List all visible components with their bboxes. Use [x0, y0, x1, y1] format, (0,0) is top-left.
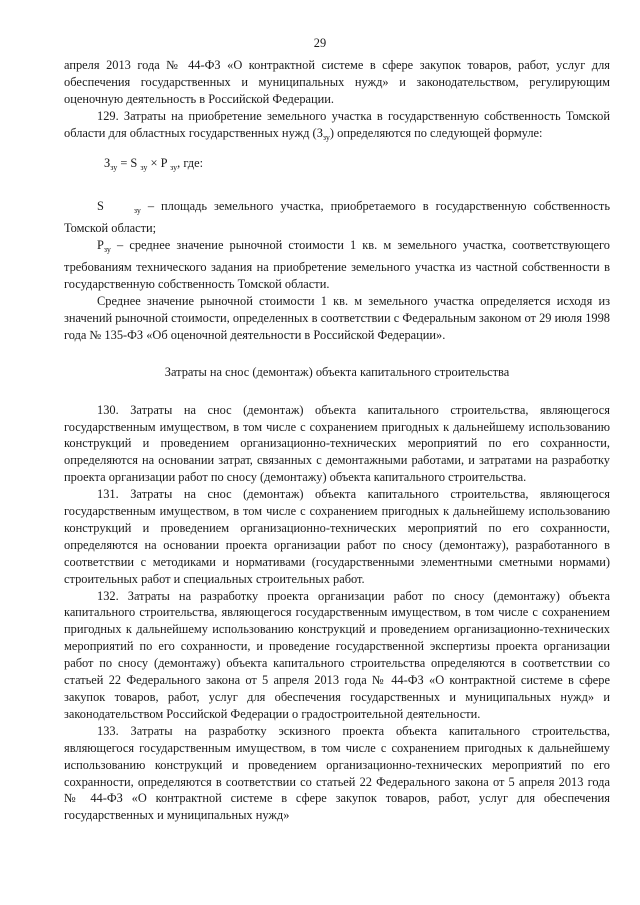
page-number: 29	[313, 36, 327, 50]
paragraph-132: 132. Затраты на разработку проекта организации работ по сносу (демонтажу) объекта капитального строительства, являющегося государственным имуществом, в том числе с сохранением пригодных к дальнейшему использованию конструкций и проведением организационно-технических мероприятий по его сохранности, и проведение государственной экспертизы проекта организации работ по сносу (демонтажу) объекта капитального строительства определяются в соответствии со статьей 22 Федерального закона от 5 апреля 2013 года № 44-ФЗ «О контрактной системе в сфере закупок товаров, работ, услуг для обеспечения государственных и муниципальных нужд» и законодательством Российской Федерации о градостроительной деятельности.	[64, 588, 610, 721]
paragraph-131: 131. Затраты на снос (демонтаж) объекта капитального строительства, являющегося государственным имуществом, в том числе с сохранением пригодных к дальнейшему использованию конструкций и проведением организационно-технических мероприятий по его сохранности, определяются на основании проекта организации работ по сносу (демонтажу), разработанного в соответствии с методиками и нормативами (государственными элементными сметными нормами) строительных работ и специальных строительных работ.	[64, 487, 610, 586]
definition-p-symbol: Р	[97, 238, 104, 253]
paragraph-130: 130. Затраты на снос (демонтаж) объекта капитального строительства, являющегося государственным имуществом, в том числе с сохранением пригодных к дальнейшему использованию конструкций и проведением организационно-технических мероприятий по его сохранности, определяются на основании затрат, связанных с демонтажными работами, и затратами на разработку проекта организации работ по сносу (демонтажу) объекта капитального строительства.	[64, 402, 610, 485]
paragraph-129-subscript: зу	[322, 132, 330, 142]
paragraph-129-text: 129. Затраты на приобретение земельного участка в государственную собственность Томской области для областных государственных нужд (З	[64, 108, 610, 140]
paragraph-average-value: Среднее значение рыночной стоимости 1 кв. м земельного участка определяется исходя из значений рыночной стоимости, определенных в соответствии с Федеральным законом от 29 июля 1998 года № 135-ФЗ «Об оценочной деятельности в Российской Федерации».	[64, 293, 610, 342]
document-body	[64, 57, 610, 824]
definition-p-subscript: зу	[103, 245, 111, 255]
definition-s-subscript: зу	[133, 206, 141, 216]
formula-tail: , где:	[177, 155, 204, 170]
formula-s-subscript: зу	[140, 162, 148, 172]
formula-z-subscript: зу	[110, 162, 118, 172]
paragraph-top: апреля 2013 года № 44-ФЗ «О контрактной системе в сфере закупок товаров, работ, услуг для обеспечения государственных и муниципальных нужд» и законодательством, регулирующим оценочную деятельность в Российской Федерации.	[64, 58, 610, 106]
definition-s-symbol: S	[97, 199, 104, 214]
formula-p-subscript: зу	[170, 162, 178, 172]
definition-p-text: – среднее значение рыночной стоимости 1 кв. м земельного участка, соответствующего требованиям технического задания на приобретение земельного участка из частной собственности в государственную собственность Томской области.	[64, 238, 610, 292]
formula-eq: = S	[117, 155, 141, 170]
formula-z: З	[104, 155, 111, 170]
section-heading: Затраты на снос (демонтаж) объекта капитального строительства	[164, 364, 510, 379]
formula-times: × P	[147, 155, 171, 170]
definition-s	[64, 198, 610, 237]
definition-p	[64, 237, 610, 293]
definition-s-text: – площадь земельного участка, приобретаемого в государственную собственность Томской области;	[64, 199, 610, 236]
paragraph-129-tail: ) определяются по следующей формуле:	[329, 125, 543, 140]
paragraph-133: 133. Затраты на разработку эскизного проекта объекта капитального строительства, являющегося государственным имуществом, в том числе с сохранением пригодных к дальнейшему использованию конструкций и проведением организационно-технических мероприятий по его сохранности, определяются в соответствии со статьей 22 Федерального закона от 5 апреля 2013 года № 44-ФЗ «О контрактной системе в сфере закупок товаров, работ, услуг для обеспечения государственных и муниципальных нужд»	[64, 723, 610, 823]
formula	[104, 155, 610, 177]
paragraph-129	[64, 108, 610, 147]
